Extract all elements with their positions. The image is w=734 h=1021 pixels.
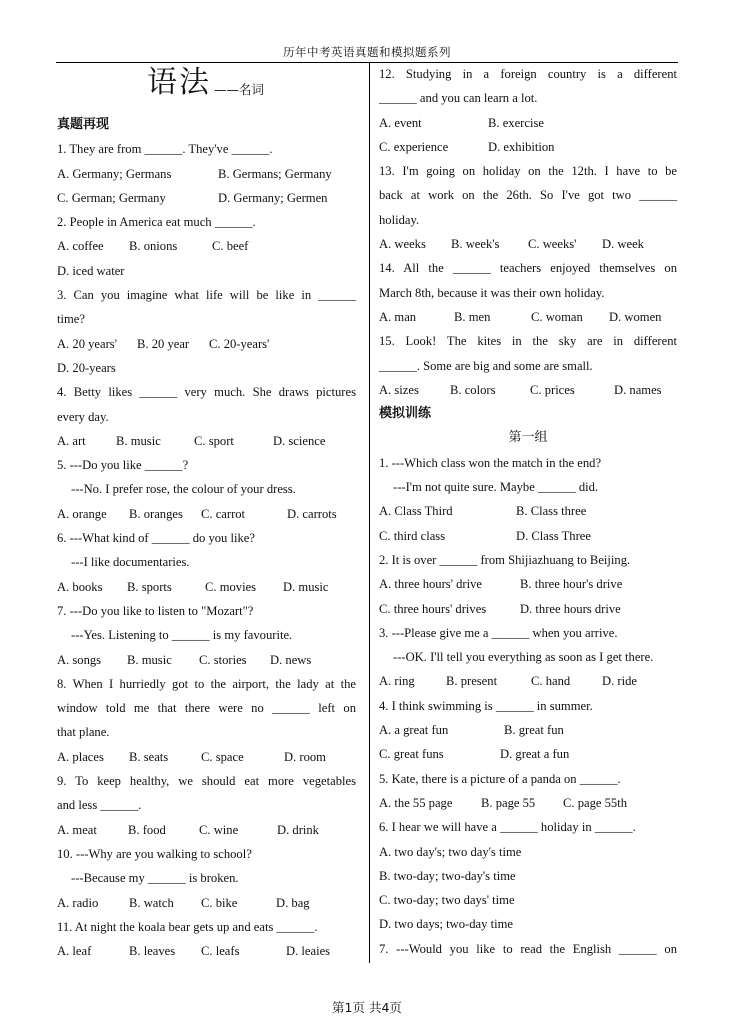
answer-option: C. beef	[212, 239, 249, 254]
answer-option: B. music	[116, 433, 161, 448]
question-line: back at work on the 26th. So I've got two ______	[379, 188, 677, 203]
question-line: 2. It is over ______ from Shijiazhuang to Beijing.	[379, 552, 631, 567]
answer-option: A. 20 years'	[57, 336, 117, 351]
answer-option: A. leaf	[57, 944, 92, 959]
answer-options	[379, 232, 677, 256]
question-line: 3. Can you imagine what life will be like in ______	[57, 288, 356, 303]
answer-option: D. three hours drive	[520, 601, 621, 616]
answer-option: D. science	[273, 433, 326, 448]
question-line: 2. People in America eat much ______.	[57, 215, 256, 230]
answer-option: A. weeks	[379, 237, 426, 252]
question-line: 12. Studying in a foreign country is a different	[379, 67, 677, 81]
answer-option: B. sports	[127, 579, 172, 594]
question-line: 6. ---What kind of ______ do you like?	[57, 531, 255, 546]
answer-option: A. three hours' drive	[379, 577, 482, 592]
question-line: 1. They are from ______. They've ______.	[57, 142, 273, 157]
question-line: that plane.	[57, 725, 110, 740]
answer-options	[379, 597, 677, 621]
answer-option: D. women	[609, 309, 662, 324]
question-line: 8. When I hurriedly got to the airport, the lady at the	[57, 676, 356, 691]
answer-option: A. coffee	[57, 239, 104, 254]
dialogue-line: ---Because my ______ is broken.	[71, 871, 239, 886]
question-line: 11. At night the koala bear gets up and eats ______.	[57, 919, 318, 934]
question-line: 10. ---Why are you walking to school?	[57, 846, 252, 861]
question-line: 4. I think swimming is ______ in summer.	[379, 698, 593, 713]
answer-option: C. experience	[379, 139, 449, 154]
question-line: 13. I'm going on holiday on the 12th. I have to be	[379, 164, 677, 179]
answer-option: A. places	[57, 749, 104, 764]
answer-options	[379, 378, 677, 402]
answer-options	[57, 745, 356, 769]
answer-option: D. bag	[276, 895, 310, 910]
question-line: D. 20-years	[57, 360, 116, 375]
answer-options	[379, 718, 677, 742]
section-heading: 真题再现	[57, 117, 110, 132]
answer-option: A. radio	[57, 895, 99, 910]
answer-option: A. books	[57, 579, 103, 594]
question-line: 7. ---Do you like to listen to "Mozart"?	[57, 603, 254, 618]
answer-option: B. music	[127, 652, 172, 667]
answer-option: B. three hour's drive	[520, 577, 623, 592]
answer-options	[57, 234, 356, 258]
right-column	[379, 62, 677, 961]
page-footer: 第1页 共4页	[332, 1000, 402, 1015]
answer-options	[379, 135, 677, 159]
answer-options	[57, 429, 356, 453]
answer-option: B. food	[128, 822, 166, 837]
question-line: and less ______.	[57, 798, 142, 813]
answer-option: D. names	[614, 382, 662, 397]
answer-option: B. great fun	[504, 723, 564, 738]
right-question-list	[379, 62, 677, 961]
question-line: 14. All the ______ teachers enjoyed themselves on	[379, 261, 677, 276]
answer-options	[379, 669, 677, 693]
answer-option: C. hand	[531, 674, 571, 689]
question-line: 5. ---Do you like ______?	[57, 458, 189, 473]
answer-option: C. wine	[199, 822, 239, 837]
answer-options	[379, 111, 677, 135]
answer-options	[57, 575, 356, 599]
question-line: 4. Betty likes ______ very much. She draws pictures	[57, 385, 356, 400]
question-line: 15. Look! The kites in the sky are in different	[379, 334, 677, 349]
answer-options	[57, 332, 356, 356]
answer-options	[57, 162, 356, 186]
answer-option: D. carrots	[287, 506, 337, 521]
question-line: 3. ---Please give me a ______ when you arrive.	[379, 625, 618, 640]
answer-options	[57, 186, 356, 210]
answer-option: D. drink	[277, 822, 319, 837]
section-heading: 模拟训练	[379, 406, 432, 422]
answer-option: B. colors	[450, 382, 496, 397]
answer-option: A. sizes	[379, 382, 419, 397]
question-line: ______. Some are big and some are small.	[379, 358, 593, 373]
question-line: time?	[57, 312, 85, 327]
question-line: 1. ---Which class won the match in the end?	[379, 455, 602, 470]
answer-option: A. ring	[379, 674, 415, 689]
answer-option: C. 20-years'	[209, 336, 270, 351]
dialogue-line: ---No. I prefer rose, the colour of your dress.	[71, 482, 296, 497]
answer-option: C. space	[201, 749, 244, 764]
answer-option: B. week's	[451, 237, 500, 252]
answer-option: B. seats	[129, 749, 169, 764]
question-line: D. two days; two-day time	[379, 917, 513, 932]
left-column	[57, 62, 356, 963]
answer-option: C. woman	[531, 309, 583, 324]
answer-option: C. German; Germany	[57, 190, 166, 205]
answer-option: B. Germans; Germany	[218, 166, 332, 181]
question-line: 7. ---Would you like to read the English ______ on	[379, 941, 677, 956]
answer-option: B. men	[454, 309, 491, 324]
answer-options	[57, 891, 356, 915]
answer-option: B. page 55	[481, 795, 536, 810]
dialogue-line: ---I'm not quite sure. Maybe ______ did.	[393, 480, 599, 495]
answer-option: D. week	[602, 237, 644, 252]
answer-option: B. oranges	[129, 506, 183, 521]
answer-options	[57, 818, 356, 842]
question-line: C. two-day; two days' time	[379, 893, 515, 908]
question-line: 5. Kate, there is a picture of a panda on ______.	[379, 771, 621, 786]
answer-option: D. room	[284, 749, 326, 764]
answer-option: A. Germany; Germans	[57, 166, 172, 181]
answer-option: D. Germany; Germen	[218, 190, 328, 205]
page-header: 历年中考英语真题和模拟题系列	[283, 45, 451, 59]
question-line: March 8th, because it was their own holiday.	[379, 285, 605, 300]
answer-options	[379, 572, 677, 596]
answer-option: A. art	[57, 433, 86, 448]
answer-option: B. 20 year	[137, 336, 190, 351]
answer-options	[379, 742, 677, 766]
answer-option: A. a great fun	[379, 723, 449, 738]
dialogue-line: ---OK. I'll tell you everything as soon as I get there.	[393, 650, 654, 665]
answer-options	[379, 305, 677, 329]
answer-options	[57, 939, 356, 963]
dialogue-line: ---Yes. Listening to ______ is my favourite.	[71, 628, 293, 643]
answer-option: C. carrot	[201, 506, 246, 521]
answer-option: B. Class three	[516, 504, 587, 519]
answer-option: D. exhibition	[488, 139, 555, 154]
answer-option: D. news	[270, 652, 312, 667]
answer-option: C. stories	[199, 652, 247, 667]
question-line: 6. I hear we will have a ______ holiday in ______.	[379, 820, 636, 835]
page-title: 语法	[147, 65, 211, 100]
title-block	[57, 62, 356, 113]
answer-option: A. the 55 page	[379, 795, 453, 810]
answer-option: C. great funs	[379, 747, 444, 762]
question-line: every day.	[57, 409, 109, 424]
question-line: holiday.	[379, 212, 420, 227]
answer-options	[379, 499, 677, 523]
answer-option: D. leaies	[286, 944, 331, 959]
answer-options	[57, 648, 356, 672]
answer-option: D. Class Three	[516, 528, 591, 543]
answer-options	[379, 524, 677, 548]
answer-option: B. onions	[129, 239, 178, 254]
answer-option: A. orange	[57, 506, 107, 521]
column-divider	[369, 63, 370, 963]
answer-options	[57, 502, 356, 526]
answer-option: C. leafs	[201, 944, 240, 959]
left-question-list	[57, 113, 356, 963]
answer-option: C. movies	[205, 579, 257, 594]
answer-option: A. event	[379, 115, 422, 130]
answer-option: D. ride	[602, 674, 637, 689]
dialogue-line: ---I like documentaries.	[71, 555, 190, 570]
answer-option: D. music	[283, 579, 329, 594]
answer-option: A. Class Third	[379, 504, 453, 519]
answer-option: C. bike	[201, 895, 238, 910]
answer-option: C. page 55th	[563, 795, 628, 810]
answer-option: A. man	[379, 309, 417, 324]
answer-option: B. present	[446, 674, 498, 689]
answer-option: C. weeks'	[528, 237, 577, 252]
answer-option: C. three hours' drives	[379, 601, 487, 616]
question-line: B. two-day; two-day's time	[379, 868, 516, 883]
answer-option: B. watch	[129, 895, 174, 910]
answer-option: B. leaves	[129, 944, 176, 959]
answer-option: D. great a fun	[500, 747, 570, 762]
answer-option: A. meat	[57, 822, 97, 837]
question-line: 9. To keep healthy, we should eat more vegetables	[57, 774, 356, 789]
page-subtitle: ——名词	[214, 82, 265, 97]
question-line: A. two day's; two day's time	[379, 844, 522, 859]
question-line: D. iced water	[57, 263, 125, 278]
question-line: window told me that there were no ______ left on	[57, 701, 356, 716]
group-title: 第一组	[508, 430, 548, 446]
answer-option: A. songs	[57, 652, 102, 667]
question-line: ______ and you can learn a lot.	[379, 91, 538, 106]
answer-options	[379, 791, 677, 815]
answer-option: C. sport	[194, 433, 234, 448]
answer-option: C. prices	[530, 382, 575, 397]
answer-option: C. third class	[379, 528, 446, 543]
answer-option: B. exercise	[488, 115, 544, 130]
